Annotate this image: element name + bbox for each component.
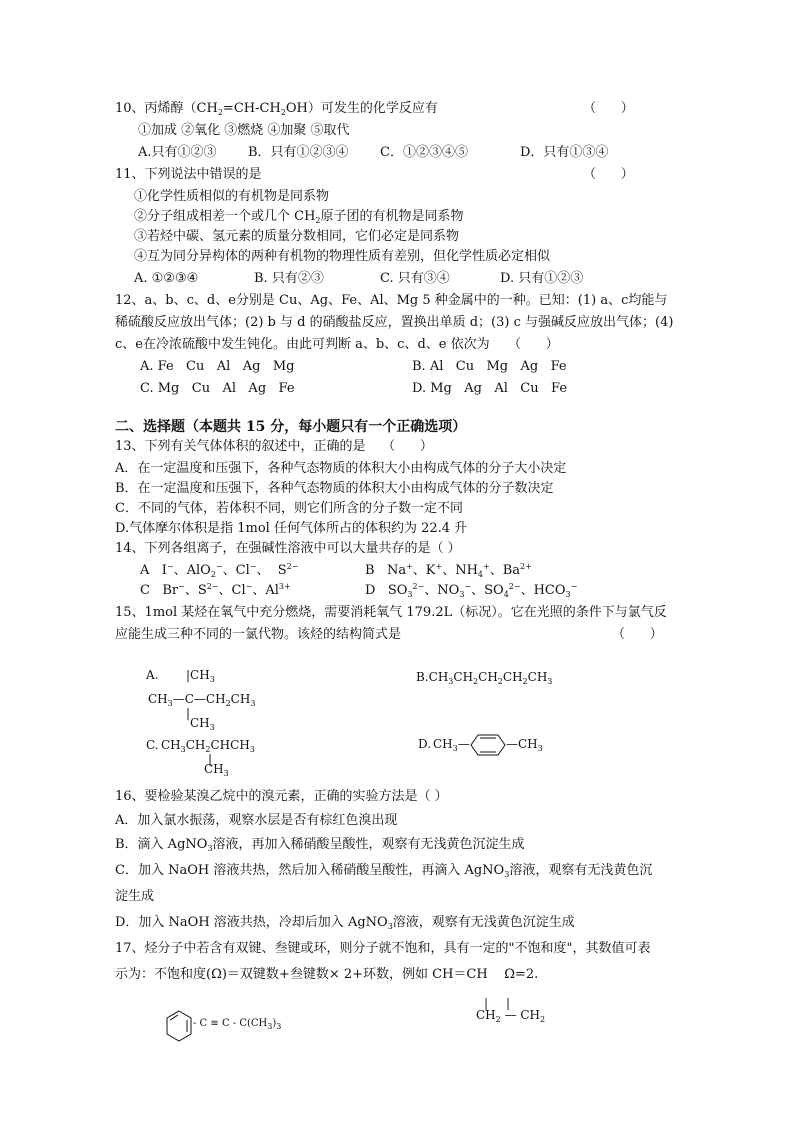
- q15-option-c[interactable]: [146, 738, 276, 778]
- q13-option-c[interactable]: C．不同的气体，若体积不同，则它们所含的分子数一定不同: [115, 501, 463, 516]
- q14-option-d[interactable]: D $SO_3^{2-}$、$NO_3^-$、$SO_4^{2-}$、$HCO_3^-$: [365, 582, 578, 599]
- q14-option-c[interactable]: C Br−、$S^{2-}$、Cl−、$Al^{3+}$: [140, 582, 291, 598]
- structure-a-bottom-methyl: $CH_3$: [190, 716, 215, 732]
- q11-statement-1: ①化学性质相似的有机物是同系物: [134, 189, 330, 204]
- q16-option-c-continued: 淀生成: [115, 889, 155, 904]
- q15-answer-blank[interactable]: （ ）: [612, 627, 663, 642]
- q17-ring-fragment: | | $CH_2$ — $CH_2$: [476, 996, 546, 1024]
- structure-c-branch-methyl: $CH_3$: [204, 762, 229, 778]
- structure-d-left-methyl: $CH_3—$: [433, 737, 470, 753]
- q13-stem: 13、下列有关气体体积的叙述中，正确的是 （ ）: [115, 439, 433, 454]
- q12-option-b[interactable]: B. Al Cu Mg Ag Fe: [412, 359, 567, 374]
- q11-stem: 11、下列说法中错误的是: [115, 167, 262, 182]
- q10-option-d[interactable]: D．只有①③④: [520, 145, 609, 160]
- q15-option-b-label: B.: [416, 670, 429, 684]
- q12-answer-blank[interactable]: （ ）: [508, 337, 559, 352]
- q15-option-c-label: C.: [146, 738, 159, 752]
- q10-stem: 10、丙烯醇$(CH_2=CH-CH_2OH)$可发生的化学反应有: [115, 101, 438, 117]
- q11-option-b[interactable]: B. 只有②③: [254, 271, 324, 286]
- q10-option-a[interactable]: A.只有①②③: [138, 145, 217, 160]
- q17-stem-line-1: 17、烃分子中若含有双键、叁键或环，则分子就不饱和，具有一定的"不饱和度"，其数值可表: [115, 941, 651, 956]
- q11-statement-4: ④互为同分异构体的两种有机物的物理性质有差别，但化学性质必定相似: [134, 249, 551, 264]
- structure-b-formula: $CH_3CH_2CH_2CH_2CH_3$: [428, 670, 553, 686]
- q10-option-c[interactable]: C．①②③④⑤: [380, 145, 468, 160]
- q11-statement-3: ③若烃中碳、氢元素的质量分数相同，它们必定是同系物: [134, 229, 460, 244]
- q11-statement-2: ②分子组成相差一个或几个 $CH_2$原子团的有机物是同系物: [134, 209, 464, 225]
- structure-a-main-chain: $CH_3—C—CH_2CH_3$: [148, 692, 256, 708]
- q13-option-d[interactable]: D.气体摩尔体积是指 1mol 任何气体所占的体积约为 22.4 升: [115, 521, 468, 536]
- q17-stem-line-2: 示为：不饱和度(Ω)＝双键数+叁键数× 2+环数，例如 CH＝CH Ω=2.: [115, 967, 539, 982]
- benzene-ring-icon: [470, 734, 506, 756]
- q17-phenyl-alkyne-structure: - $C \equiv C - C(CH_3)_3$: [165, 1008, 285, 1052]
- q12-option-a[interactable]: A. Fe Cu Al Ag Mg: [140, 359, 295, 374]
- structure-a-bond: |: [186, 706, 191, 720]
- q16-option-c[interactable]: C．加入 NaOH 溶液共热，然后加入稀硝酸呈酸性，再滴入 AgNO$_3$溶液，观察有无浅黄色沉: [115, 863, 653, 879]
- q12-stem-line-2: 稀硫酸反应放出气体；(2) b 与 d 的硝酸盐反应，置换出单质 d；(3) c 与强碱反应放出气体；(4): [115, 315, 674, 330]
- q14-stem: 14、下列各组离子，在强碱性溶液中可以大量共存的是（ ）: [115, 541, 461, 556]
- q11-option-d[interactable]: D. 只有①②③: [500, 271, 584, 286]
- q12-stem-line-3: c、e在冷浓硫酸中发生钝化。由此可判断 a、b、c、d、e 依次为: [115, 337, 490, 352]
- q11-option-a[interactable]: A. ①②③④: [134, 271, 199, 286]
- structure-c-bond: |: [208, 752, 213, 766]
- q13-option-a[interactable]: A．在一定温度和压强下，各种气态物质的体积大小由构成气体的分子大小决定: [115, 461, 567, 476]
- q10-answer-blank[interactable]: （ ）: [583, 101, 634, 116]
- q15-option-a-label: A.: [146, 668, 159, 682]
- q15-stem-line-1: 15、1mol 某烃在氧气中充分燃烧，需要消耗氧气 179.2L（标况）。它在光照的条件下与氯气反: [115, 605, 667, 620]
- q15-option-d[interactable]: [418, 730, 548, 760]
- q10-reaction-list: ①加成 ②氧化 ③燃烧 ④加聚 ⑤取代: [138, 123, 350, 138]
- q15-option-d-label: D.: [418, 737, 432, 751]
- structure-c-main-chain: $CH_3CH_2CHCH_3$: [161, 738, 255, 754]
- q16-option-b[interactable]: B．滴入 AgNO$_3$溶液，再加入稀硝酸呈酸性，观察有无浅黄色沉淀生成: [115, 837, 525, 853]
- q16-option-a[interactable]: A．加入氯水振荡，观察水层是否有棕红色溴出现: [115, 813, 398, 828]
- benzene-ring-icon: [165, 1010, 193, 1044]
- q16-stem: 16、要检验某溴乙烷中的溴元素，正确的实验方法是（ ）: [115, 789, 448, 804]
- q12-option-c[interactable]: C. Mg Cu Al Ag Fe: [140, 381, 295, 396]
- section-2-heading: 二、选择题（本题共 15 分，每小题只有一个正确选项）: [115, 419, 467, 435]
- q15-option-b[interactable]: [416, 670, 552, 684]
- q10-option-b[interactable]: B．只有①②③④: [248, 145, 349, 160]
- q14-option-a[interactable]: A I−、AlO$_2$−、Cl−、 $S^{2-}$: [140, 562, 299, 579]
- q12-option-d[interactable]: D. Mg Ag Al Cu Fe: [412, 381, 568, 396]
- q16-option-d[interactable]: D．加入 NaOH 溶液共热，冷却后加入 AgNO$_3$溶液，观察有无浅黄色沉淀生成: [115, 915, 575, 931]
- q13-option-b[interactable]: B．在一定温度和压强下，各种气态物质的体积大小由构成气体的分子数决定: [115, 481, 554, 496]
- structure-a-top-methyl: $|CH_3$: [186, 668, 215, 684]
- q15-stem-line-2: 应能生成三种不同的一氯代物。该烃的结构简式是: [115, 627, 402, 642]
- q11-option-c[interactable]: C. 只有③④: [380, 271, 450, 286]
- q11-answer-blank[interactable]: （ ）: [583, 167, 634, 182]
- q15-option-a[interactable]: [146, 668, 276, 732]
- structure-d-right-methyl: $—CH_3$: [506, 737, 543, 753]
- q14-option-b[interactable]: B Na+、K+、$NH_4^+$、$Ba^{2+}$: [365, 562, 532, 579]
- q12-stem-line-1: 12、a、b、c、d、e分别是 Cu、Ag、Fe、Al、Mg 5 种金属中的一种。已知：(1) a、c均能与: [115, 293, 668, 308]
